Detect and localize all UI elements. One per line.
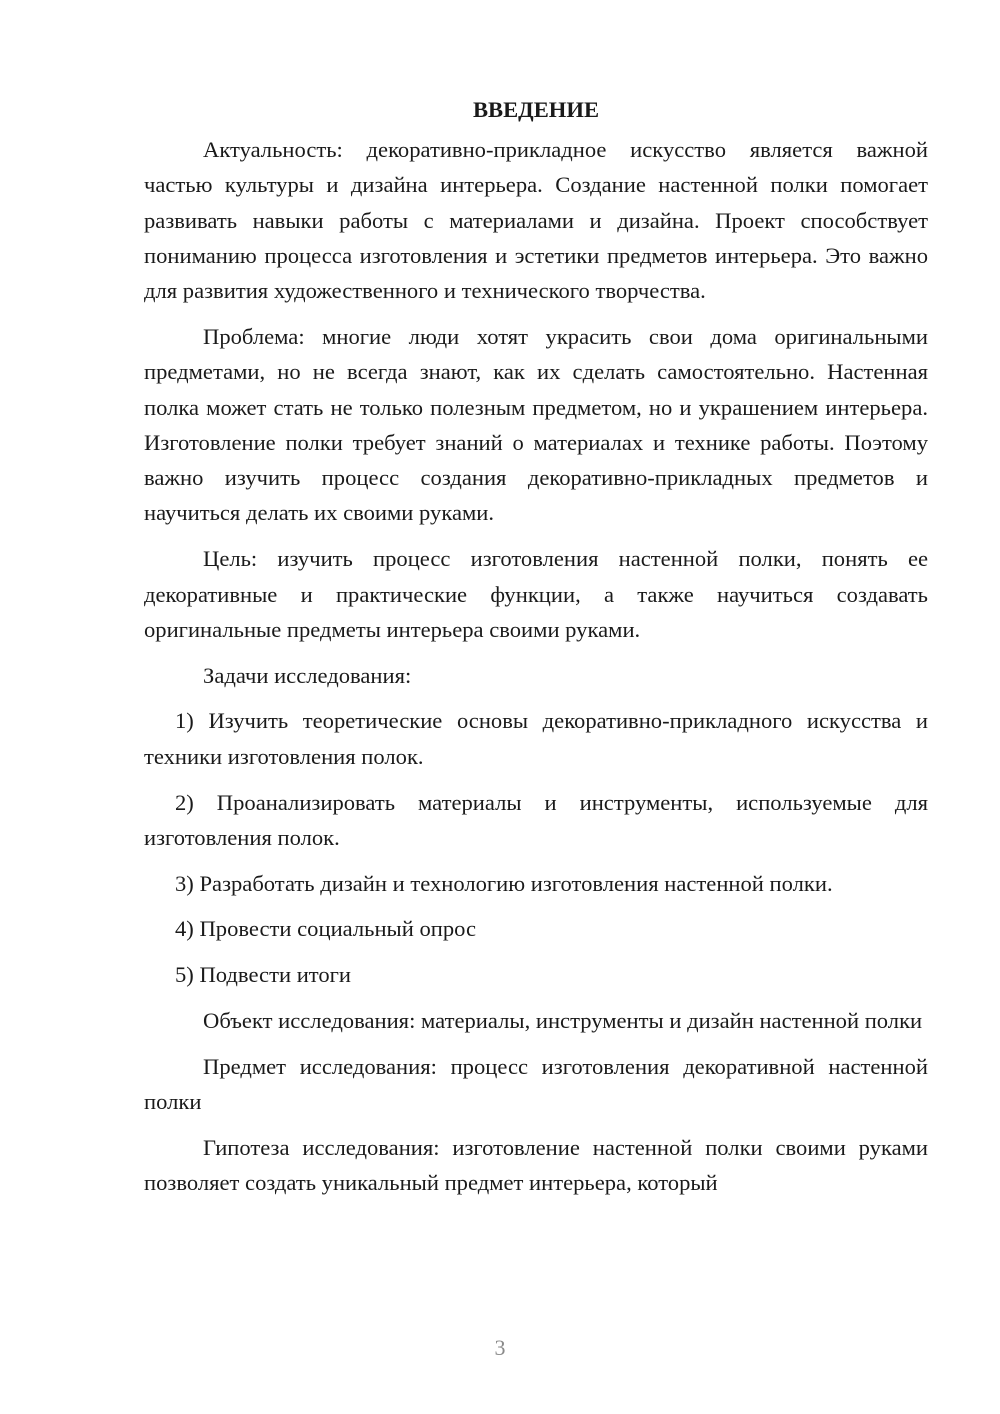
paragraph-subject: Предмет исследования: процесс изготовления декоративной настенной полки [144,1053,928,1115]
section-title: ВВЕДЕНИЕ [472,97,600,122]
task-item-1: 1) Изучить теоретические основы декоративно-прикладного искусства и техники изготовления полок. [144,708,928,769]
task-item-5: 5) Подвести итоги [175,962,352,988]
tasks-heading: Задачи исследования: [203,662,412,688]
page-content [144,92,928,1201]
task-item-2: 2) Проанализировать материалы и инструменты, используемые для изготовления полок. [144,789,928,850]
paragraph-object: Объект исследования: материалы, инструменты и дизайн настенной полки [203,1008,923,1034]
paragraph-hypothesis: Гипотеза исследования: изготовление настенной полки своими руками позволяет создать уникальный предмет интерьера, который [144,1134,928,1196]
task-item-3: 3) Разработать дизайн и технологию изготовления настенной полки. [175,870,833,896]
paragraph-problem: Проблема: многие люди хотят украсить свои дома оригинальными предметами, но не всегда знают, как их сделать самостоятельно. Настенная полка может стать не только полезным предметом, но и украшением интерьера. Изготовление полки требует знаний о материалах и технике работы. Поэтому важно изучить процесс создания декоративно-прикладных предметов и научиться делать их своими руками. [144,323,928,526]
paragraph-goal: Цель: изучить процесс изготовления настенной полки, понять ее декоративные и практические функции, а также научиться создавать оригинальные предметы интерьера своими руками. [144,546,928,642]
task-item-4: 4) Провести социальный опрос [175,916,477,942]
paragraph-relevance: Актуальность: декоративно-прикладное искусство является важной частью культуры и дизайна интерьера. Создание настенной полки помогает развивать навыки работы с материалами и дизайна. Проект способствует пониманию процесса изготовления и эстетики предметов интерьера. Это важно для развития художественного и технического творчества. [144,137,928,304]
page-number: 3 [494,1335,506,1360]
